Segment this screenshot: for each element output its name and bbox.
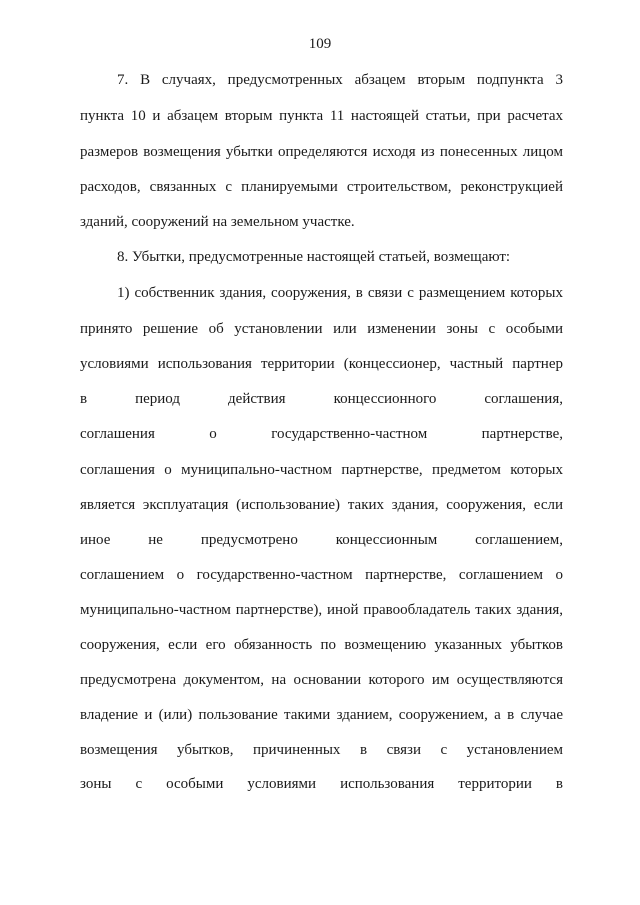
page-number: 109 [308, 36, 332, 52]
subitem-1-line-10: муниципально-частном партнерстве), иной правообладатель таких здания, [80, 602, 563, 618]
subitem-1-line-3: условиями использования территории (концессионер, частный партнер [80, 356, 563, 372]
paragraph-7-line-2: пункта 10 и абзацем вторым пункта 11 настоящей статьи, при расчетах [80, 108, 563, 124]
subitem-1-line-2: принято решение об установлении или изменении зоны с особыми [80, 321, 563, 337]
paragraph-7-line-3: размеров возмещения убытки определяются исходя из понесенных лицом [80, 144, 563, 160]
paragraph-7-line-4: расходов, связанных с планируемыми строительством, реконструкцией [80, 179, 563, 195]
subitem-1-line-12: предусмотрена документом, на основании которого им осуществляются [80, 672, 563, 688]
paragraph-7-line-5: зданий, сооружений на земельном участке. [80, 214, 355, 230]
subitem-1-line-6: соглашения о муниципально-частном партнерстве, предметом которых [80, 462, 563, 478]
subitem-1-line-8: иное не предусмотрено концессионным соглашением, [80, 532, 563, 548]
subitem-1-line-13: владение и (или) пользование такими зданием, сооружением, а в случае [80, 707, 563, 723]
subitem-1-line-7: является эксплуатация (использование) таких здания, сооружения, если [80, 497, 563, 513]
paragraph-8-line-1: 8. Убытки, предусмотренные настоящей статьей, возмещают: [117, 249, 511, 265]
subitem-1-line-1: 1) собственник здания, сооружения, в связи с размещением которых [117, 285, 563, 301]
subitem-1-line-14: возмещения убытков, причиненных в связи с установлением [80, 742, 563, 758]
paragraph-7-line-1: 7. В случаях, предусмотренных абзацем вторым подпункта 3 [117, 72, 563, 88]
subitem-1-line-9: соглашением о государственно-частном партнерстве, соглашением о [80, 567, 563, 583]
subitem-1-line-11: сооружения, если его обязанность по возмещению указанных убытков [80, 637, 563, 653]
subitem-1-line-4: в период действия концессионного соглашения, [80, 391, 563, 407]
subitem-1-line-5: соглашения о государственно-частном партнерстве, [80, 426, 563, 442]
subitem-1-line-15: зоны с особыми условиями использования территории в [80, 776, 563, 792]
